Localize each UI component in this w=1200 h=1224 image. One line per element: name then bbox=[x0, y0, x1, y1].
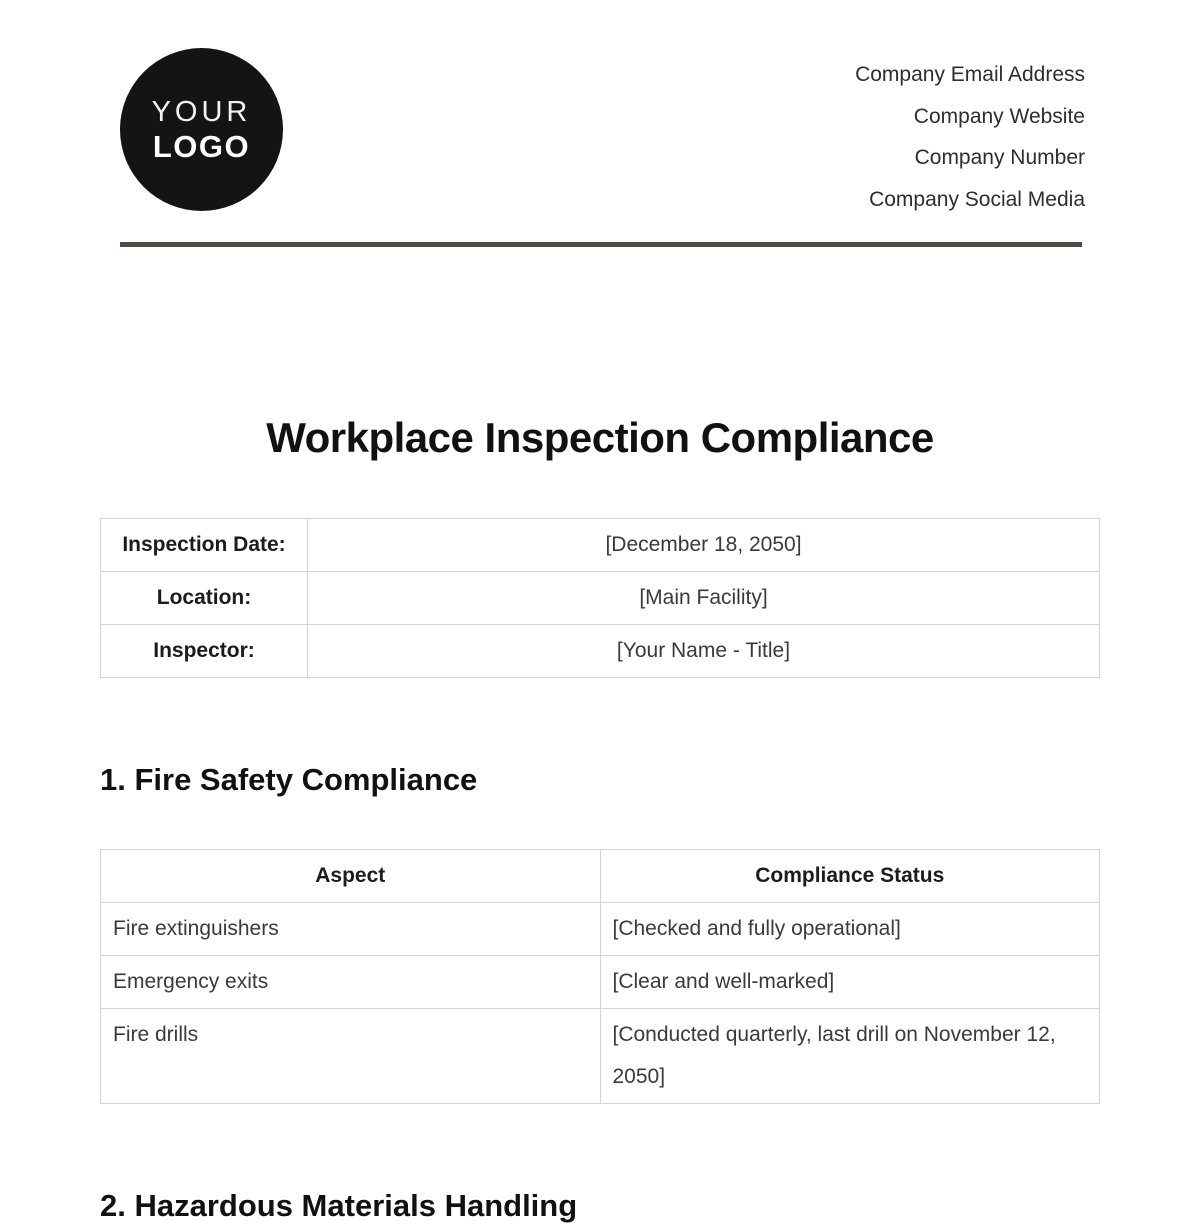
document-header bbox=[0, 0, 1200, 247]
inspector-label: Inspector: bbox=[101, 625, 308, 678]
status-cell: [Checked and fully operational] bbox=[600, 903, 1100, 956]
company-website: Company Website bbox=[913, 104, 1085, 128]
table-row bbox=[101, 1009, 1100, 1104]
status-cell: [Conducted quarterly, last drill on November 12, 2050] bbox=[600, 1009, 1100, 1104]
logo-text-your: YOUR bbox=[151, 95, 252, 128]
location-value: [Main Facility] bbox=[308, 572, 1100, 625]
table-row bbox=[101, 572, 1100, 625]
aspect-cell: Emergency exits bbox=[101, 956, 601, 1009]
table-row bbox=[101, 956, 1100, 1009]
column-header-compliance-status: Compliance Status bbox=[600, 850, 1100, 903]
inspection-info-table bbox=[100, 518, 1100, 678]
section-heading-fire-safety: 1. Fire Safety Compliance bbox=[100, 762, 478, 797]
location-label: Location: bbox=[101, 572, 308, 625]
inspector-value: [Your Name - Title] bbox=[308, 625, 1100, 678]
company-email: Company Email Address bbox=[855, 63, 1085, 86]
header-divider bbox=[120, 242, 1082, 247]
table-row bbox=[101, 519, 1100, 572]
column-header-aspect: Aspect bbox=[101, 850, 601, 903]
status-cell: [Clear and well-marked] bbox=[600, 956, 1100, 1009]
aspect-cell: Fire extinguishers bbox=[101, 903, 601, 956]
table-row bbox=[101, 903, 1100, 956]
document-body bbox=[0, 414, 1200, 1224]
company-logo bbox=[120, 48, 283, 211]
inspection-date-label: Inspection Date: bbox=[101, 519, 308, 572]
inspection-date-value: [December 18, 2050] bbox=[308, 519, 1100, 572]
section-heading-hazardous-materials: 2. Hazardous Materials Handling bbox=[100, 1188, 578, 1223]
company-social-media: Company Social Media bbox=[869, 187, 1085, 211]
fire-safety-table bbox=[100, 849, 1100, 1104]
table-row bbox=[101, 625, 1100, 678]
table-header-row bbox=[101, 850, 1100, 903]
logo-text-logo: LOGO bbox=[152, 128, 251, 164]
company-contact-block bbox=[855, 54, 1085, 220]
aspect-cell: Fire drills bbox=[101, 1009, 601, 1104]
company-number: Company Number bbox=[914, 146, 1085, 169]
page-title: Workplace Inspection Compliance bbox=[266, 414, 934, 461]
